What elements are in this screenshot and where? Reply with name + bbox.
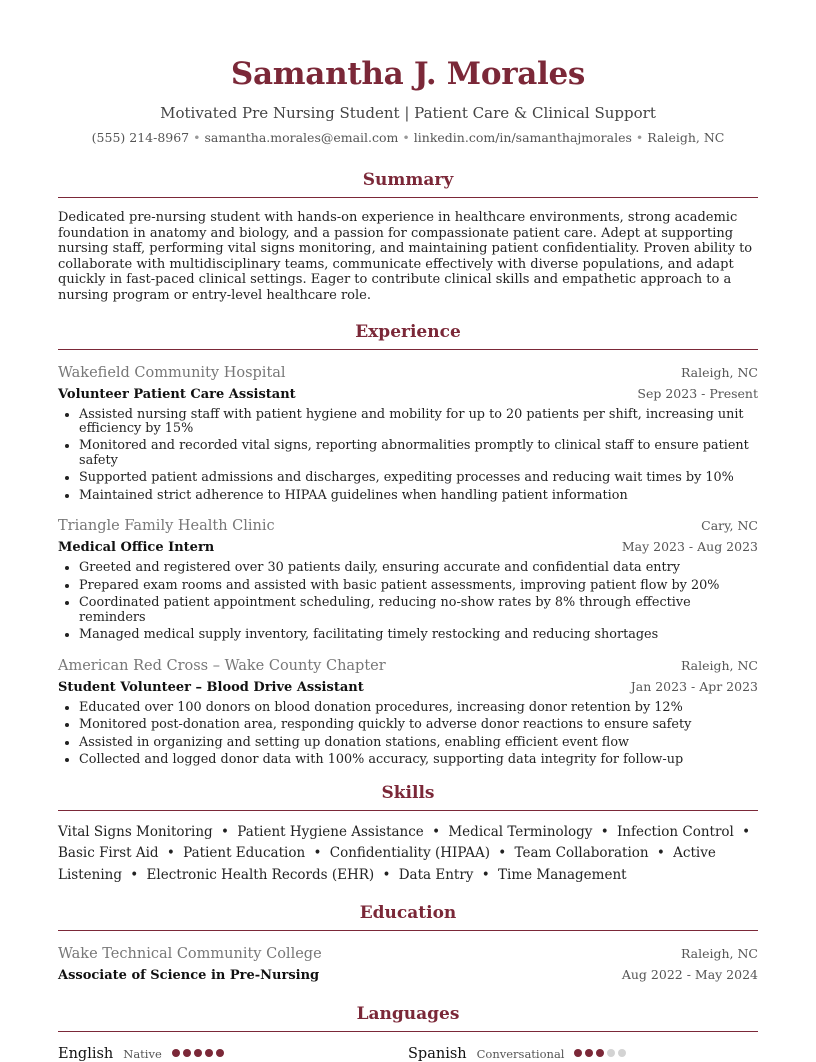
skill-separator: • (656, 845, 665, 862)
skill-item: Time Management (498, 866, 627, 883)
contact-line (58, 129, 758, 146)
skill-separator: • (600, 823, 609, 840)
experience-entry (58, 656, 758, 768)
achievement-item: • Greeted and registered over 30 patients daily, ensuring accurate and confidential data entry (79, 561, 758, 575)
job-dates: Jan 2023 - Apr 2023 (630, 678, 758, 694)
experience-section (58, 321, 758, 768)
skill-separator: • (382, 866, 391, 883)
achievement-item: • Assisted nursing staff with patient hygiene and mobility for up to 20 patients per shift, increasing unit efficiency by 15% (79, 408, 758, 437)
job-dates: May 2023 - Aug 2023 (621, 539, 758, 555)
skill-separator: • (498, 845, 507, 862)
headline: Motivated Pre Nursing Student | Patient Care & Clinical Support (160, 104, 656, 122)
education-entry (58, 944, 758, 987)
organization-name: American Red Cross – Wake County Chapter (58, 657, 386, 674)
education-dates: Aug 2022 - May 2024 (621, 967, 758, 983)
section-title-experience: Experience (58, 321, 758, 350)
job-location: Raleigh, NC (680, 657, 758, 673)
skill-item: Data Entry (398, 866, 474, 883)
achievement-item: • Prepared exam rooms and assisted with basic patient assessments, improving patient flow by 20% (79, 579, 758, 593)
skills-list (58, 822, 758, 887)
education-section (58, 902, 758, 987)
language-level: Native (123, 1047, 162, 1062)
job-location: Cary, NC (701, 518, 758, 534)
skill-item: Vital Signs Monitoring (58, 823, 213, 840)
job-title: Medical Office Intern (58, 540, 215, 556)
achievement-item: • Monitored post-donation area, responding quickly to adverse donor reactions to ensure safety (79, 718, 758, 732)
location: Raleigh, NC (647, 130, 725, 145)
achievement-item: • Collected and logged donor data with 100% accuracy, supporting data integrity for follow-up (79, 753, 758, 767)
achievement-item: • Coordinated patient appointment scheduling, reducing no-show rates by 8% through effective reminders (79, 596, 758, 625)
email-link[interactable]: samantha.morales@email.com (204, 130, 399, 145)
language-item (58, 1046, 408, 1062)
experience-entry (58, 363, 758, 504)
language-name: English (58, 1046, 114, 1062)
skill-item: Team Collaboration (514, 845, 649, 862)
phone: (555) 214-8967 (91, 130, 190, 145)
achievement-item: • Maintained strict adherence to HIPAA guidelines when handling patient information (79, 489, 758, 503)
section-title-education: Education (58, 902, 758, 931)
job-dates: Sep 2023 - Present (637, 385, 758, 401)
school-location: Raleigh, NC (680, 946, 758, 962)
experience-entry (58, 516, 758, 642)
organization-name: Wakefield Community Hospital (58, 364, 286, 381)
separator: • (402, 130, 410, 145)
language-level: Conversational (476, 1047, 565, 1062)
section-title-summary: Summary (58, 169, 758, 198)
section-title-skills: Skills (58, 782, 758, 811)
achievement-list (58, 561, 758, 642)
achievement-item: • Assisted in organizing and setting up donation stations, enabling efficient event flow (79, 736, 758, 750)
skill-separator: • (130, 866, 139, 883)
skill-item: Medical Terminology (448, 823, 593, 840)
skills-section (58, 782, 758, 887)
skill-separator: • (313, 845, 322, 862)
summary-section (58, 169, 758, 304)
school-name: Wake Technical Community College (58, 946, 322, 963)
separator: • (635, 130, 644, 145)
achievement-list (58, 408, 758, 504)
experience-list (58, 363, 758, 768)
skill-item: Patient Hygiene Assistance (237, 823, 424, 840)
job-location: Raleigh, NC (680, 364, 758, 380)
skill-item: Active Listening (58, 845, 716, 883)
job-title: Student Volunteer – Blood Drive Assistant (58, 679, 364, 695)
language-name: Spanish (408, 1046, 467, 1062)
languages-section (58, 1003, 758, 1062)
organization-name: Triangle Family Health Clinic (58, 518, 275, 535)
summary-text: Dedicated pre-nursing student with hands-on experience in healthcare environments, strong academic foundation in anatomy and biology, and a passion for compassionate patient care. Adept at supporting nursing staff, performing vital signs monitoring, and maintaining patient confidentiality. Proven ability to collaborate with multidisciplinary teams, communicate effectively with diverse populations, and adapt quickly in fast-paced clinical settings. Eager to contribute clinical skills and empathetic approach to a nursing program or entry-level healthcare role. (58, 210, 753, 303)
skill-separator: • (432, 823, 441, 840)
achievement-item: • Managed medical supply inventory, facilitating timely restocking and reducing shortages (79, 628, 758, 642)
achievement-item: • Monitored and recorded vital signs, reporting abnormalities promptly to clinical staff to ensure patient safety (79, 439, 758, 468)
linkedin-link[interactable]: linkedin.com/in/samanthajmorales (413, 130, 632, 145)
candidate-name: Samantha J. Morales (230, 56, 586, 92)
skill-separator: • (481, 866, 490, 883)
skill-item: Infection Control (616, 823, 734, 840)
skill-item: Confidentiality (HIPAA) (329, 845, 490, 862)
achievement-item: • Supported patient admissions and discharges, expediting processes and reducing wait times by 10% (79, 471, 758, 485)
job-title: Volunteer Patient Care Assistant (58, 386, 296, 402)
skill-separator: • (220, 823, 229, 840)
achievement-item: • Educated over 100 donors on blood donation procedures, increasing donor retention by 12% (79, 701, 758, 715)
separator: • (193, 130, 201, 145)
skill-item: Patient Education (183, 845, 306, 862)
section-title-languages: Languages (58, 1003, 758, 1032)
achievement-list (58, 701, 758, 768)
degree: Associate of Science in Pre-Nursing (58, 968, 320, 984)
languages-list (58, 1046, 758, 1062)
language-item (408, 1046, 758, 1062)
skill-item: Basic First Aid (58, 845, 159, 862)
skill-item: Electronic Health Records (EHR) (146, 866, 375, 883)
skill-separator: • (742, 823, 751, 840)
skill-separator: • (166, 845, 175, 862)
